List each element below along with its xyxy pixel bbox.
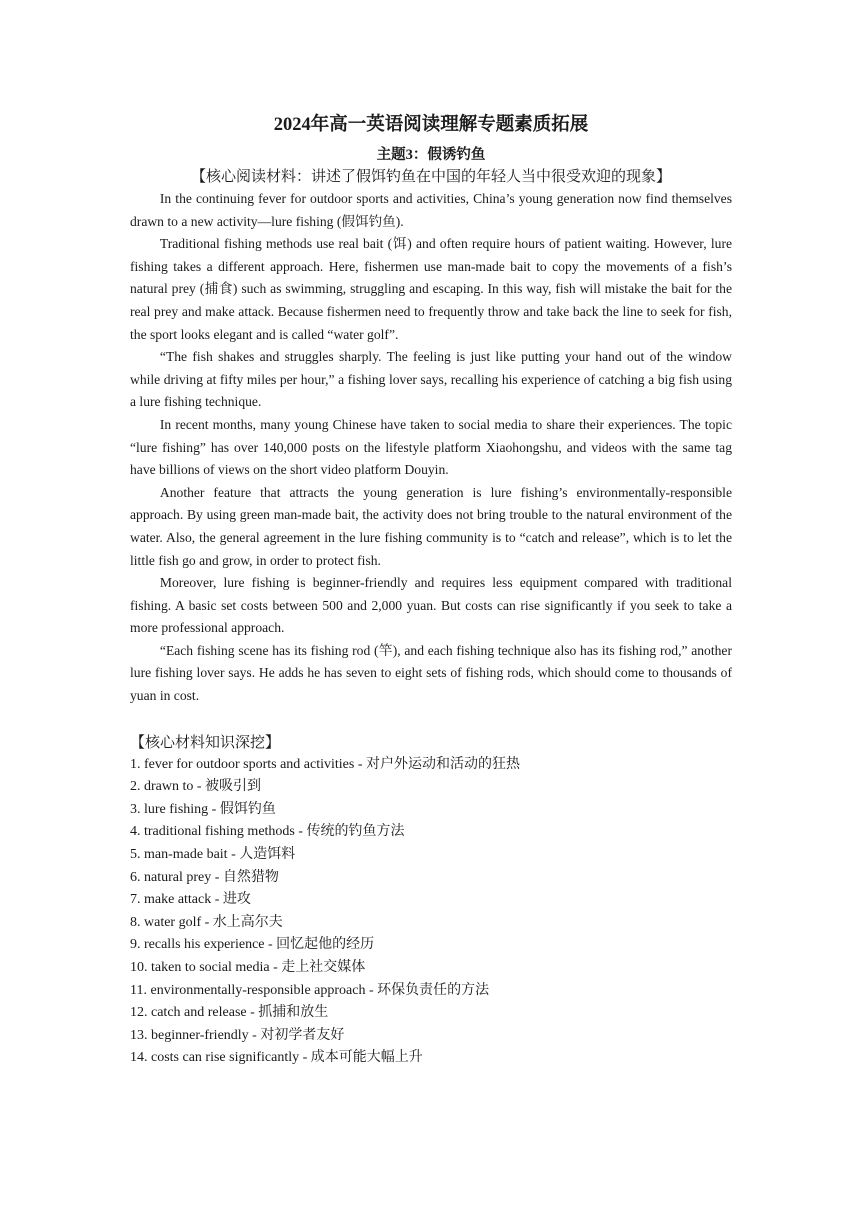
document-subtitle: 主题3：假诱钓鱼 — [376, 147, 486, 163]
vocab-item: 10. taken to social media - 走上社交媒体 — [130, 960, 366, 975]
reading-material-header: 【核心阅读材料：讲述了假饵钓鱼在中国的年轻人当中很受欢迎的现象】 — [190, 169, 671, 185]
passage-paragraph: In recent months, many young Chinese have taken to social media to share their experiences. The topic “lure fishing” has over 140,000 posts on the lifestyle platform Xiaohongshu, and videos with the same tag have billions of views on the short video platform Douyin. — [130, 416, 732, 478]
document-title: 2024年高一英语阅读理解专题素质拓展 — [273, 115, 589, 135]
section-spacer — [130, 708, 732, 732]
vocab-item: 14. costs can rise significantly - 成本可能大幅上升 — [130, 1050, 423, 1066]
vocab-item: 7. make attack - 进攻 — [130, 892, 251, 908]
knowledge-section-header: 【核心材料知识深挖】 — [130, 734, 281, 751]
passage-paragraph: Moreover, lure fishing is beginner-friendly and requires less equipment compared with traditional fishing. A basic set costs between 500 and 2,000 yuan. But costs can rise significantly if you seek to take a more professional approach. — [130, 575, 732, 636]
vocab-item: 2. drawn to - 被吸引到 — [130, 779, 262, 795]
vocabulary-list — [130, 754, 732, 1070]
passage-paragraph: “The fish shakes and struggles sharply. The feeling is just like putting your hand out of the window while driving at fifty miles per hour,” a fishing lover says, recalling his experience of catching a big fish using a lure fishing technique. — [130, 349, 732, 410]
passage-paragraph: In the continuing fever for outdoor sports and activities, China’s young generation now find themselves drawn to a new activity—lure fishing (假饵钓鱼). — [130, 191, 732, 229]
vocab-item: 4. traditional fishing methods - 传统的钓鱼方法 — [130, 824, 405, 840]
passage-paragraph: Traditional fishing methods use real bait (饵) and often require hours of patient waiting. However, lure fishing takes a different approach. Here, fishermen use man-made bait to copy the movements of a fish’s natural prey (捕食) such as swimming, struggling and escaping. In this way, fish will mistake the bait for the real prey and make attack. Because fishermen need to frequently throw and take back the line to seek for fish, the sport looks elegant and is called “water golf”. — [130, 236, 732, 342]
vocab-item: 11. environmentally-responsible approach - 环保负责任的方法 — [130, 982, 490, 998]
vocab-item: 13. beginner-friendly - 对初学者友好 — [130, 1027, 345, 1043]
vocab-item: 9. recalls his experience - 回忆起他的经历 — [130, 937, 375, 953]
vocab-item: 6. natural prey - 自然猎物 — [130, 869, 279, 885]
vocab-item: 12. catch and release - 抓捕和放生 — [130, 1005, 329, 1021]
passage-paragraph: Another feature that attracts the young generation is lure fishing’s environmentally-responsible approach. By using green man-made bait, the activity does not bring trouble to the natural environment of the water. Also, the general agreement in the lure fishing community is to “catch and release”, which is to let the little fish go and grow, in order to protect fish. — [130, 484, 732, 568]
vocab-item: 3. lure fishing - 假饵钓鱼 — [130, 801, 276, 817]
vocab-item: 5. man-made bait - 人造饵料 — [130, 847, 296, 863]
reading-passage — [130, 188, 732, 708]
document-page — [130, 112, 732, 1070]
vocab-item: 1. fever for outdoor sports and activities - 对户外运动和活动的狂热 — [130, 756, 520, 772]
passage-paragraph: “Each fishing scene has its fishing rod (竿), and each fishing technique also has its fishing rod,” another lure fishing lover says. He adds he has seven to eight sets of fishing rods, which should come to thousands of yuan in cost. — [130, 642, 732, 704]
vocab-item: 8. water golf - 水上高尔夫 — [130, 914, 283, 930]
